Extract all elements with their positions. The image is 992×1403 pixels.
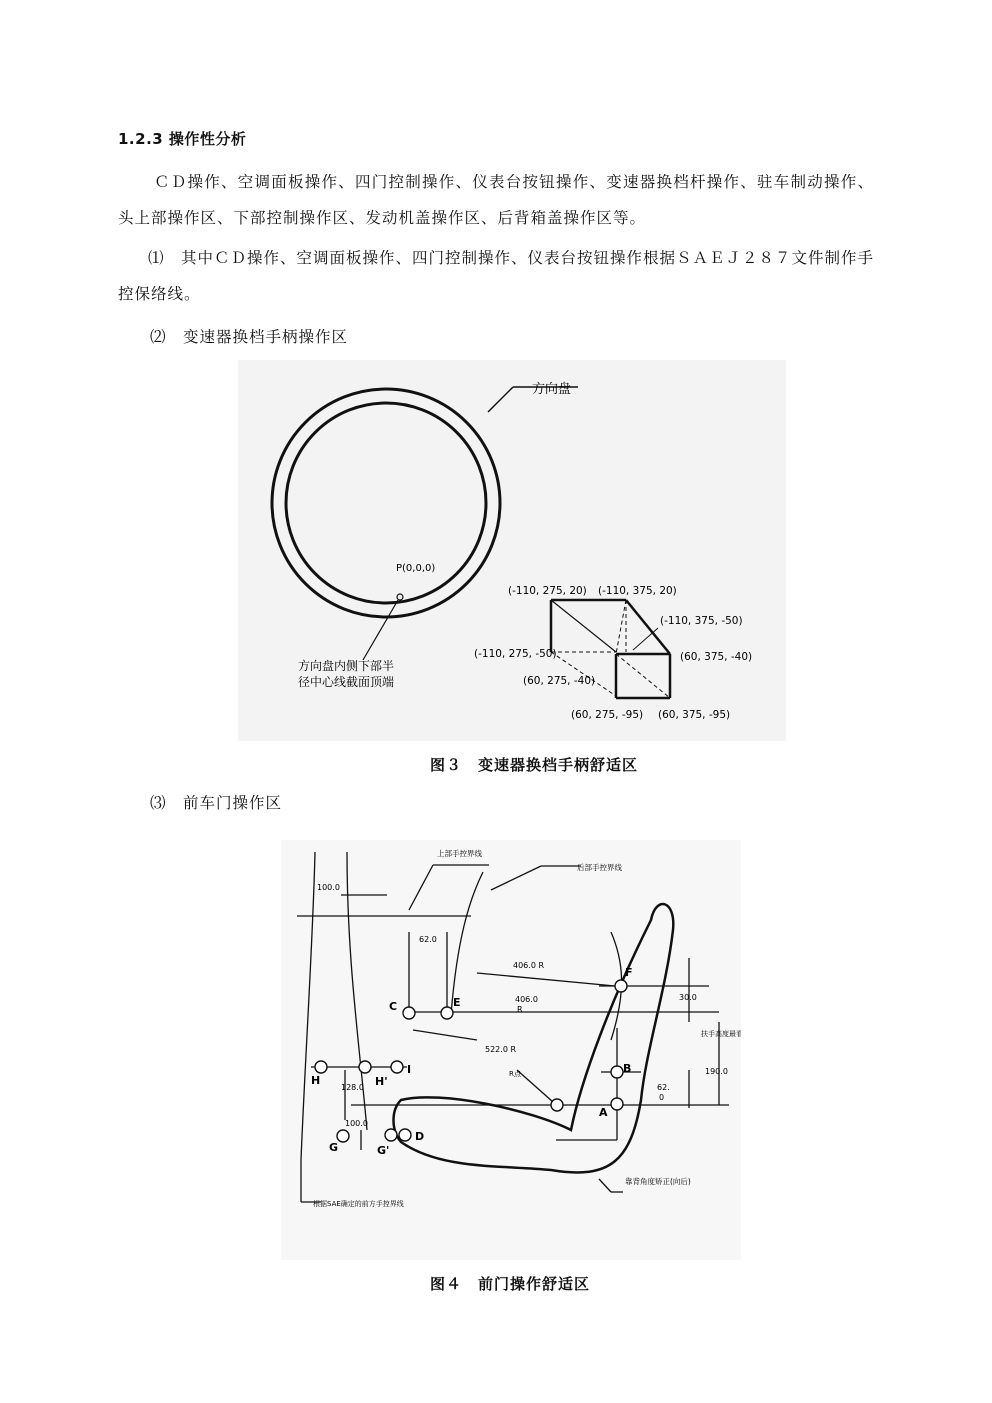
point-h2-marker	[359, 1061, 371, 1073]
label-top-line: 上部手控界线	[437, 849, 482, 858]
note-line-2: 径中心线截面顶端	[298, 675, 395, 689]
corner-label-7: (60, 275, -95)	[571, 709, 644, 721]
reach-curves	[297, 852, 729, 1202]
label-d62b-1: 62.	[657, 1083, 670, 1092]
point-i-marker	[391, 1061, 403, 1073]
label-seat-angle: 靠背角度矫正(向后)	[625, 1177, 691, 1186]
point-c-marker	[403, 1007, 415, 1019]
label-point-e: E	[453, 996, 461, 1009]
label-rear-line: 后部手控界线	[577, 863, 622, 872]
corner-label-5: (60, 375, -40)	[680, 651, 753, 663]
label-point-h: H	[311, 1074, 321, 1087]
label-d62: 62.0	[419, 935, 437, 944]
control-points	[315, 980, 627, 1142]
label-point-b: B	[623, 1062, 632, 1075]
point-p-label: P(0,0,0)	[396, 563, 436, 574]
label-point-g: G	[329, 1141, 339, 1154]
figure-4-caption: 图４ 前门操作舒适区	[430, 1275, 591, 1293]
corner-label-1: (-110, 275, 20)	[508, 585, 587, 597]
corner-label-8: (60, 375, -95)	[658, 709, 731, 721]
label-r406b-2: R	[517, 1005, 523, 1014]
item-3-heading: ⑶ 前车门操作区	[150, 794, 283, 812]
label-d128: 128.0	[341, 1083, 364, 1092]
figure-3-gearshift-comfort-zone	[238, 360, 786, 741]
label-point-h2: H'	[375, 1075, 388, 1088]
label-d30: 30.0	[679, 993, 697, 1002]
label-point-d: D	[415, 1130, 425, 1143]
point-p-marker	[397, 594, 403, 600]
point-h-marker	[315, 1061, 327, 1073]
label-point-f: F	[625, 966, 633, 979]
label-front-line: 根据SAE确定的前方手控界线	[313, 1200, 404, 1208]
figure-4-front-door-comfort-zone	[281, 840, 741, 1260]
label-point-g2: G'	[377, 1144, 390, 1157]
point-e-marker	[441, 1007, 453, 1019]
point-f-marker	[615, 980, 627, 992]
label-point-c: C	[389, 1000, 398, 1013]
label-d190: 190.0	[705, 1067, 728, 1076]
label-r-point: R点	[509, 1070, 521, 1078]
point-letters	[311, 966, 633, 1157]
point-g2-marker	[385, 1129, 397, 1141]
label-r406a: 406.0 R	[513, 961, 545, 970]
point-g-marker	[337, 1130, 349, 1142]
paragraph-item-1: ⑴ 其中ＣＤ操作、空调面板操作、四门控制操作、仪表台按钮操作根据ＳＡＥＪ２８７文件制作手控保络线。	[118, 249, 875, 303]
point-a-marker	[611, 1098, 623, 1110]
paragraph-operations: ＣＤ操作、空调面板操作、四门控制操作、仪表台按钮操作、变速器换档杆操作、驻车制动操作、头上部操作区、下部控制操作区、发动机盖操作区、后背箱盖操作区等。	[118, 173, 874, 227]
r-point-marker	[551, 1099, 563, 1111]
label-d100b: 100.0	[345, 1119, 368, 1128]
label-d62b-2: 0	[659, 1093, 665, 1102]
figure-3-caption: 图３ 变速器换档手柄舒适区	[430, 756, 639, 774]
steering-wheel-inner	[286, 403, 486, 603]
point-b-marker	[611, 1066, 623, 1078]
figure-4-diagram	[281, 840, 741, 1260]
wheel-label: 方向盘	[532, 382, 572, 397]
label-r406b-1: 406.0	[515, 995, 538, 1004]
corner-label-6: (60, 275, -40)	[523, 675, 596, 687]
note-line-1: 方向盘内侧下部半	[298, 659, 395, 673]
label-r522: 522.0 R	[485, 1045, 517, 1054]
figure-3-diagram	[238, 360, 786, 741]
section-heading: 1.2.3 操作性分析	[118, 130, 247, 148]
label-armrest: 扶手高度最看	[701, 1030, 741, 1038]
item-2-heading: ⑵ 变速器换档手柄操作区	[150, 328, 349, 346]
corner-label-2: (-110, 375, 20)	[598, 585, 677, 597]
point-p-leader	[363, 600, 398, 660]
point-d-marker	[399, 1129, 411, 1141]
corner-label-4: (-110, 275, -50)	[474, 648, 557, 660]
label-d100: 100.0	[317, 883, 340, 892]
label-point-i: I	[407, 1063, 412, 1076]
steering-wheel-outer	[272, 389, 500, 617]
label-point-a: A	[599, 1106, 608, 1119]
corner-label-3: (-110, 375, -50)	[660, 615, 743, 627]
wheel-leader-line	[488, 387, 513, 412]
